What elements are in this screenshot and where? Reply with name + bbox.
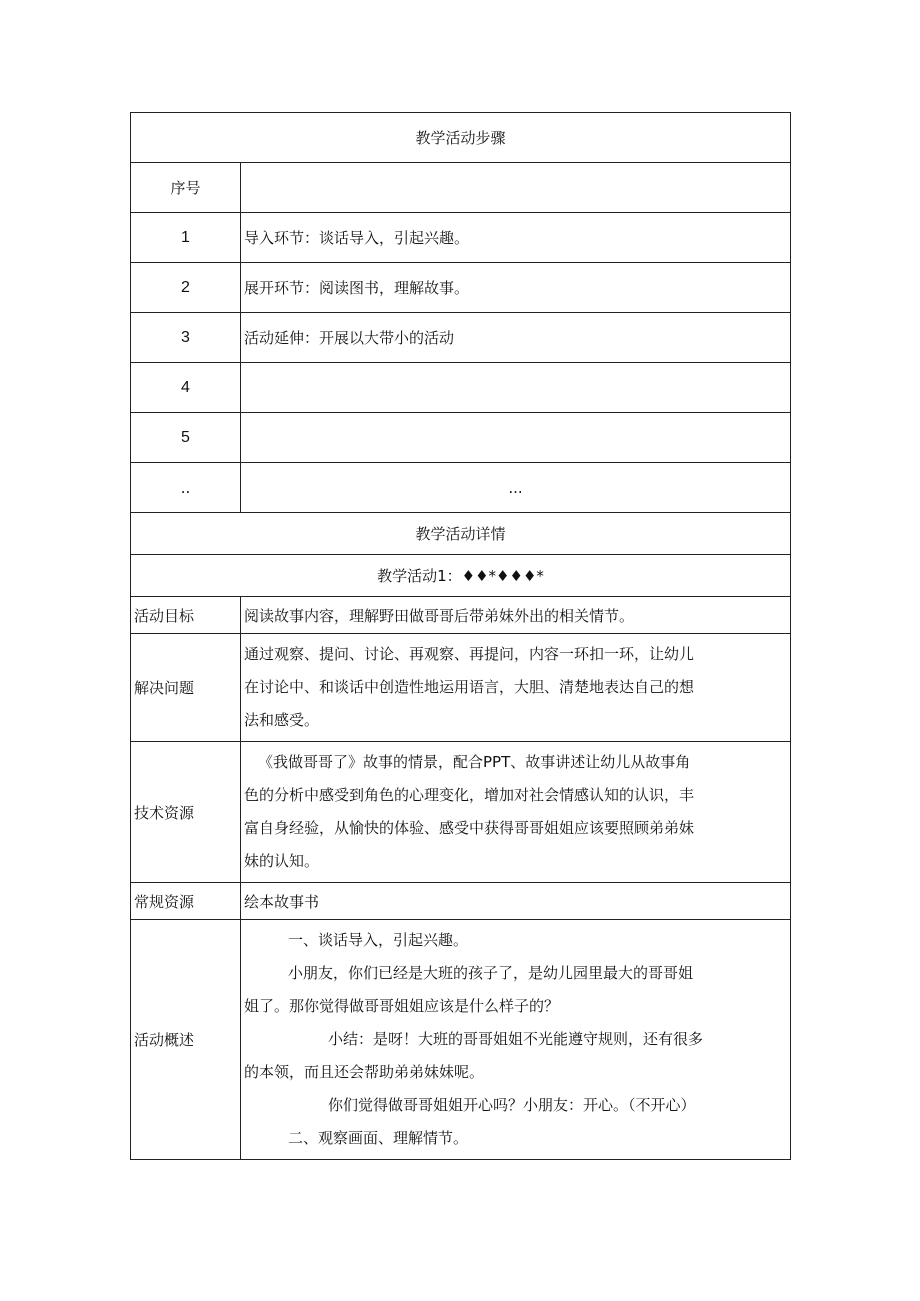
seq-header-row <box>131 163 791 213</box>
tech-text <box>241 742 791 883</box>
regular-text: 绘本故事书 <box>241 883 791 920</box>
step-row <box>131 463 791 513</box>
text-line: 法和感受。 <box>244 711 320 729</box>
overview-text <box>241 920 791 1160</box>
text-line: 妹的认知。 <box>244 852 320 870</box>
text-line: 的本领，而且还会帮助弟弟妹妹呢。 <box>244 1063 485 1081</box>
text-line: 小结：是呀！大班的哥哥姐姐不光能遵守规则，还有很多 <box>328 1030 704 1048</box>
problem-row <box>131 634 791 742</box>
step-number: .. <box>131 463 241 513</box>
detail-title-row <box>131 513 791 555</box>
lesson-plan-table <box>130 112 791 1160</box>
detail-title: 教学活动详情 <box>131 513 791 555</box>
text-line: 色的分析中感受到角色的心理变化，增加对社会情感认知的认识，丰 <box>244 786 695 804</box>
step-text <box>241 413 791 463</box>
activity-title: 教学活动1：♦♦*♦♦♦* <box>131 555 791 597</box>
step-row <box>131 263 791 313</box>
step-row <box>131 213 791 263</box>
steps-title-row <box>131 113 791 163</box>
step-text: 展开环节：阅读图书，理解故事。 <box>241 263 791 313</box>
step-number: 4 <box>131 363 241 413</box>
goal-row <box>131 597 791 634</box>
text-line: 你们觉得做哥哥姐姐开心吗？小朋友：开心。（不开心） <box>328 1096 696 1114</box>
problem-text <box>241 634 791 742</box>
tech-row <box>131 742 791 883</box>
step-row <box>131 413 791 463</box>
step-row <box>131 363 791 413</box>
seq-header-empty <box>241 163 791 213</box>
overview-label: 活动概述 <box>131 920 241 1160</box>
seq-header: 序号 <box>131 163 241 213</box>
tech-label: 技术资源 <box>131 742 241 883</box>
text-line: 《我做哥哥了》故事的情景，配合PPT、故事讲述让幼儿从故事角 <box>258 753 691 771</box>
text-line: 富自身经验，从愉快的体验、感受中获得哥哥姐姐应该要照顾弟弟妹 <box>244 819 695 837</box>
text-line: 姐了。那你觉得做哥哥姐姐应该是什么样子的？ <box>244 997 560 1015</box>
goal-label: 活动目标 <box>131 597 241 634</box>
step-text: ... <box>241 463 791 513</box>
step-number: 1 <box>131 213 241 263</box>
goal-text: 阅读故事内容，理解野田做哥哥后带弟妹外出的相关情节。 <box>241 597 791 634</box>
step-number: 5 <box>131 413 241 463</box>
steps-title: 教学活动步骤 <box>131 113 791 163</box>
activity-title-row <box>131 555 791 597</box>
overview-row <box>131 920 791 1160</box>
step-text <box>241 363 791 413</box>
regular-label: 常规资源 <box>131 883 241 920</box>
text-line: 通过观察、提问、讨论、再观察、再提问，内容一环扣一环，让幼儿 <box>244 645 695 663</box>
regular-row <box>131 883 791 920</box>
text-line: 小朋友，你们已经是大班的孩子了，是幼儿园里最大的哥哥姐 <box>288 964 694 982</box>
problem-label: 解决问题 <box>131 634 241 742</box>
text-line: 一、谈话导入，引起兴趣。 <box>288 931 469 949</box>
step-text: 导入环节：谈话导入，引起兴趣。 <box>241 213 791 263</box>
text-line: 在讨论中、和谈话中创造性地运用语言，大胆、清楚地表达自己的想 <box>244 678 695 696</box>
step-text: 活动延伸：开展以大带小的活动 <box>241 313 791 363</box>
lesson-plan-page <box>130 112 790 1160</box>
step-number: 3 <box>131 313 241 363</box>
step-row <box>131 313 791 363</box>
step-number: 2 <box>131 263 241 313</box>
text-line: 二、观察画面、理解情节。 <box>288 1129 469 1147</box>
